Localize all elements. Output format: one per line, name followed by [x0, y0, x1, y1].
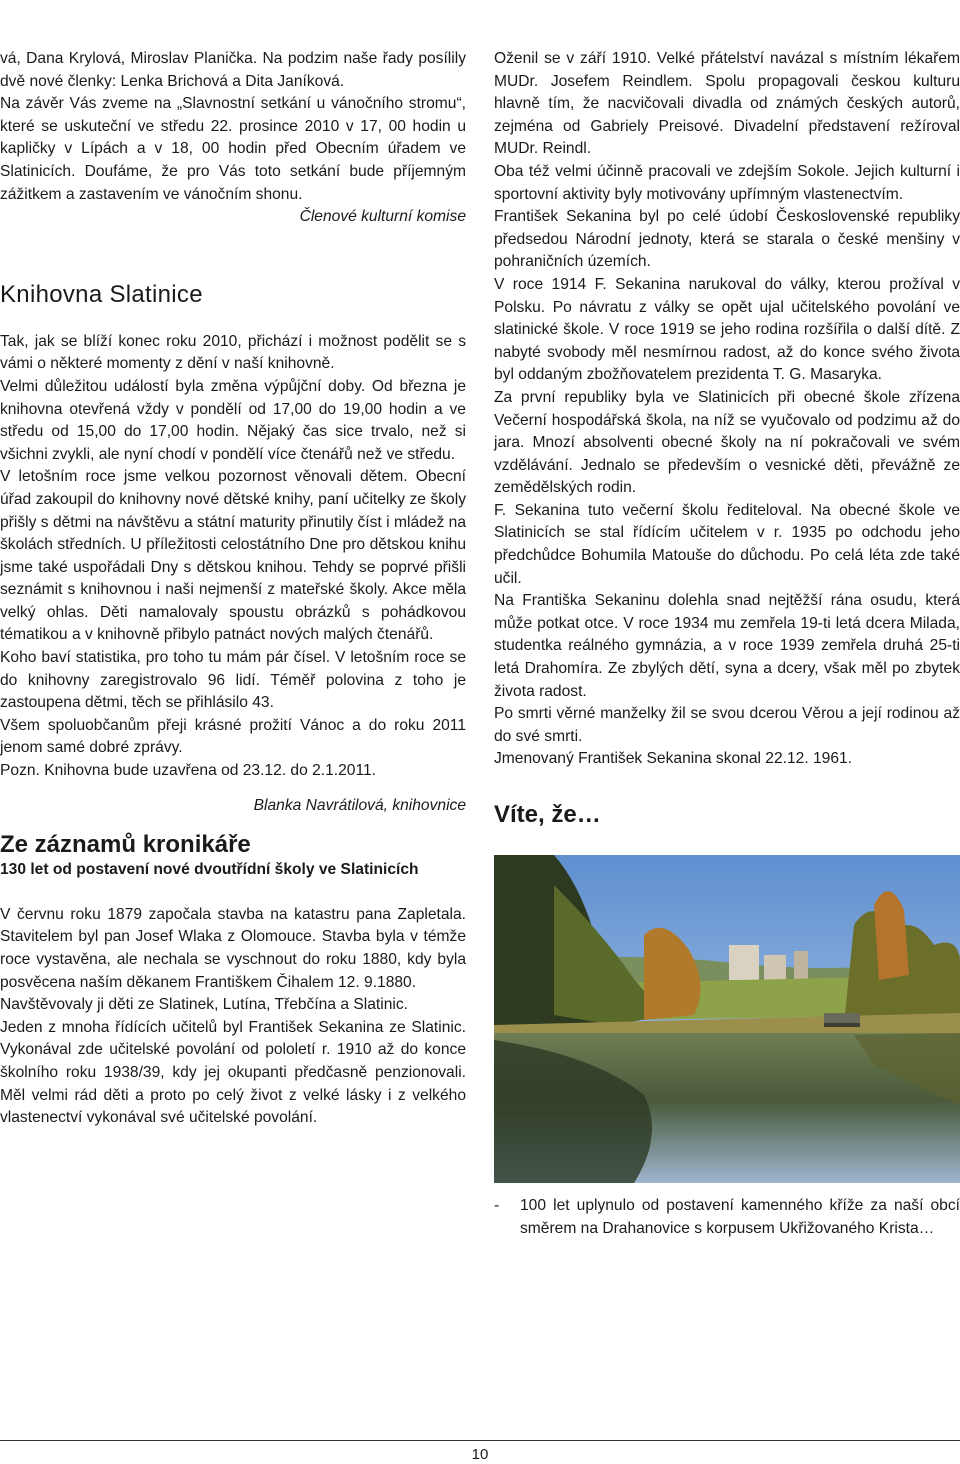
page-number: 10: [471, 1446, 489, 1463]
right-paragraph-1: Oženil se v září 1910. Velké přátelství navázal s místním lékařem MUDr. Josefem Reindlem. Spolu propagovali českou kulturu hlavně tím, že nacvičovali divadla od známých českých autorů, zejména od Gabriely Preisové. Divadelní představení režíroval MUDr. Reindl.: [494, 50, 960, 158]
right-column: [494, 48, 960, 1240]
right-paragraph-3: František Sekanina byl po celé údobí Československé republiky předsedou Národní jednoty, která se starala o české menšiny v pohraničních územích.: [494, 208, 960, 271]
pond-landscape-image: [494, 855, 960, 1183]
pond-photo: [494, 855, 960, 1183]
library-paragraph-5: Všem spoluobčanům přeji krásné prožití Vánoc a do roku 2011 jenom samé dobré zprávy.: [0, 716, 466, 757]
did-you-know-item: [494, 1195, 960, 1240]
right-paragraph-5: Za první republiky byla ve Slatinicích při obecné škole zřízena Večerní hospodářská škola, na níž se vyučovalo od podzimu až do jara. Mnozí absolventi obecné školy na ní pokračovali ve svém vzdělávání. Jednalo se především o vesnické děti, převážně ze zemědělských rodin.: [494, 388, 960, 497]
library-paragraph-3: V letošním roce jsme velkou pozornost věnovali dětem. Obecní úřad zakoupil do knihovny nové dětské knihy, paní učitelky ze školy přišly s dětmi na návštěvu a státní maturity přinutily číst i mládež na školách středních. U příležitosti celostátního Dne pro dětskou knihu jsme také uspořádali Dny s dětskou knihou. Tehdy se poprvé přišli seznámit s knihovnou i naši nejmenší z mateřské školy. Akce měla velký ohlas. Děti namalovaly spoustu obrázků s pohádkovou tématikou a v knihovně přibylo patnáct nových malých čtenářů.: [0, 468, 466, 644]
right-paragraph-2: Oba též velmi účinně pracovali ve zdejším Sokole. Jejich kulturní i sportovní aktivity byly motivovány upřímným vlastenectvím.: [494, 162, 960, 203]
right-paragraph-6: F. Sekanina tuto večerní školu řediteloval. Na obecné škole ve Slatinicích se stal řídícím učitelem v r. 1935 po odchodu jeho předchůdce Bohumila Matouše do důchodu. Po celá léta zde také učil.: [494, 501, 960, 587]
chronicle-paragraph-1: V červnu roku 1879 započala stavba na katastru pana Zapletala. Stavitelem byl pan Josef Wlaka z Olomouce. Stavba byla v témže roce vystavěna, ale nechala se vyschnout do roku 1880, kdy byla posvěcena naším děkanem Františkem Čihalem 12. 9.1880.: [0, 905, 466, 991]
intro-paragraph-2: Na závěr Vás zveme na „Slavnostní setkání u vánočního stromu“, které se uskuteční ve středu 22. prosince 2010 v 17, 00 hodin u kapličky v Lípách a v 18, 00 hodin před Obecním úřadem ve Slatinicích. Doufáme, že pro Vás toto setkání bude příjemným zážitkem a zastavením ve vánočním shonu.: [0, 95, 466, 203]
library-paragraph-2: Velmi důležitou událostí byla změna výpůjční doby. Od března je knihovna otevřená vždy v pondělí od 17,00 do 19,00 hodin a ve středu od 15,00 do 17,00 hodin. Nějaký čas sice trvalo, než si všichni zvykli, ale nyní chodí v pondělí více čtenářů než ve středu.: [0, 377, 466, 463]
library-paragraph-4: Koho baví statistika, pro toho tu mám pár čísel. V letošním roce se do knihovny zaregistrovalo 96 lidí. Téměř polovina z toho je zastoupena dětmi, těch se přihlásilo 43.: [0, 649, 466, 712]
right-paragraph-7: Na Františka Sekaninu dolehla snad nejtěžší rána osudu, která může potkat otce. V roce 1934 mu zemřela 19-ti letá dcera Milada, studentka reálného gymnázia, a v roce 1939 zemřela druhá 25-ti letá Drahomíra. Ze zbylých dětí, syna a dcery, však měl po zbytek života radost.: [494, 592, 960, 700]
right-paragraph-9: Jmenovaný František Sekanina skonal 22.12. 1961.: [494, 750, 853, 768]
right-paragraph-8: Po smrti věrné manželky žil se svou dcerou Věrou a její rodinou až do své smrti.: [494, 705, 960, 745]
footer-rule: [0, 1440, 960, 1441]
intro-paragraph-1: vá, Dana Krylová, Miroslav Planička. Na podzim naše řady posílily dvě nové členky: Lenka Brichová a Dita Janíková.: [0, 50, 466, 90]
chronicle-paragraph-2: Navštěvovaly ji děti ze Slatinek, Lutína, Třebčína a Slatinic.: [0, 996, 408, 1014]
bullet-dash: -: [494, 1197, 500, 1214]
library-paragraph-6: Pozn. Knihovna bude uzavřena od 23.12. do 2.1.2011.: [0, 762, 376, 780]
library-signature: Blanka Navrátilová, knihovnice: [253, 796, 466, 814]
chronicle-heading: Ze záznamů kronikáře: [0, 831, 251, 859]
did-you-know-text: 100 let uplynulo od postavení kamenného kříže za naší obcí směrem na Drahanovice s korpusem Ukřižovaného Krista…: [520, 1197, 960, 1237]
right-paragraph-4: V roce 1914 F. Sekanina narukoval do války, kterou prožíval v Polsku. Po návratu z války se opět ujal učitelského povolání ve slatinické škole. V roce 1919 se jeho rodina rozšířila o další dítě. Z nabyté svobody měl nesmírnou radost, až do konce svého života byl oddaným zbožňovatelem prezidenta T. G. Masaryka.: [494, 275, 960, 384]
library-paragraph-1: Tak, jak se blíží konec roku 2010, přichází i možnost podělit se s vámi o některé momenty z dění v naší knihovně.: [0, 332, 466, 373]
left-column: [0, 48, 466, 1130]
intro-signature: Členové kulturní komise: [299, 208, 466, 226]
chronicle-subheading: 130 let od postavení nové dvoutřídní školy ve Slatinicích: [0, 861, 419, 879]
library-heading: Knihovna Slatinice: [0, 280, 203, 308]
chronicle-paragraph-3: Jeden z mnoha řídících učitelů byl František Sekanina ze Slatinic. Vykonával zde učitelské povolání od pololetí r. 1910 až do konce školního roku 1938/39, kdy jej okupanti předčasně penzionovali. Měl velmi rád děti a proto po celý život z velké lásky i z velkého vlastenectví vykonával své učitelské povolání.: [0, 1018, 466, 1127]
did-you-know-heading: Víte, že…: [494, 801, 601, 828]
